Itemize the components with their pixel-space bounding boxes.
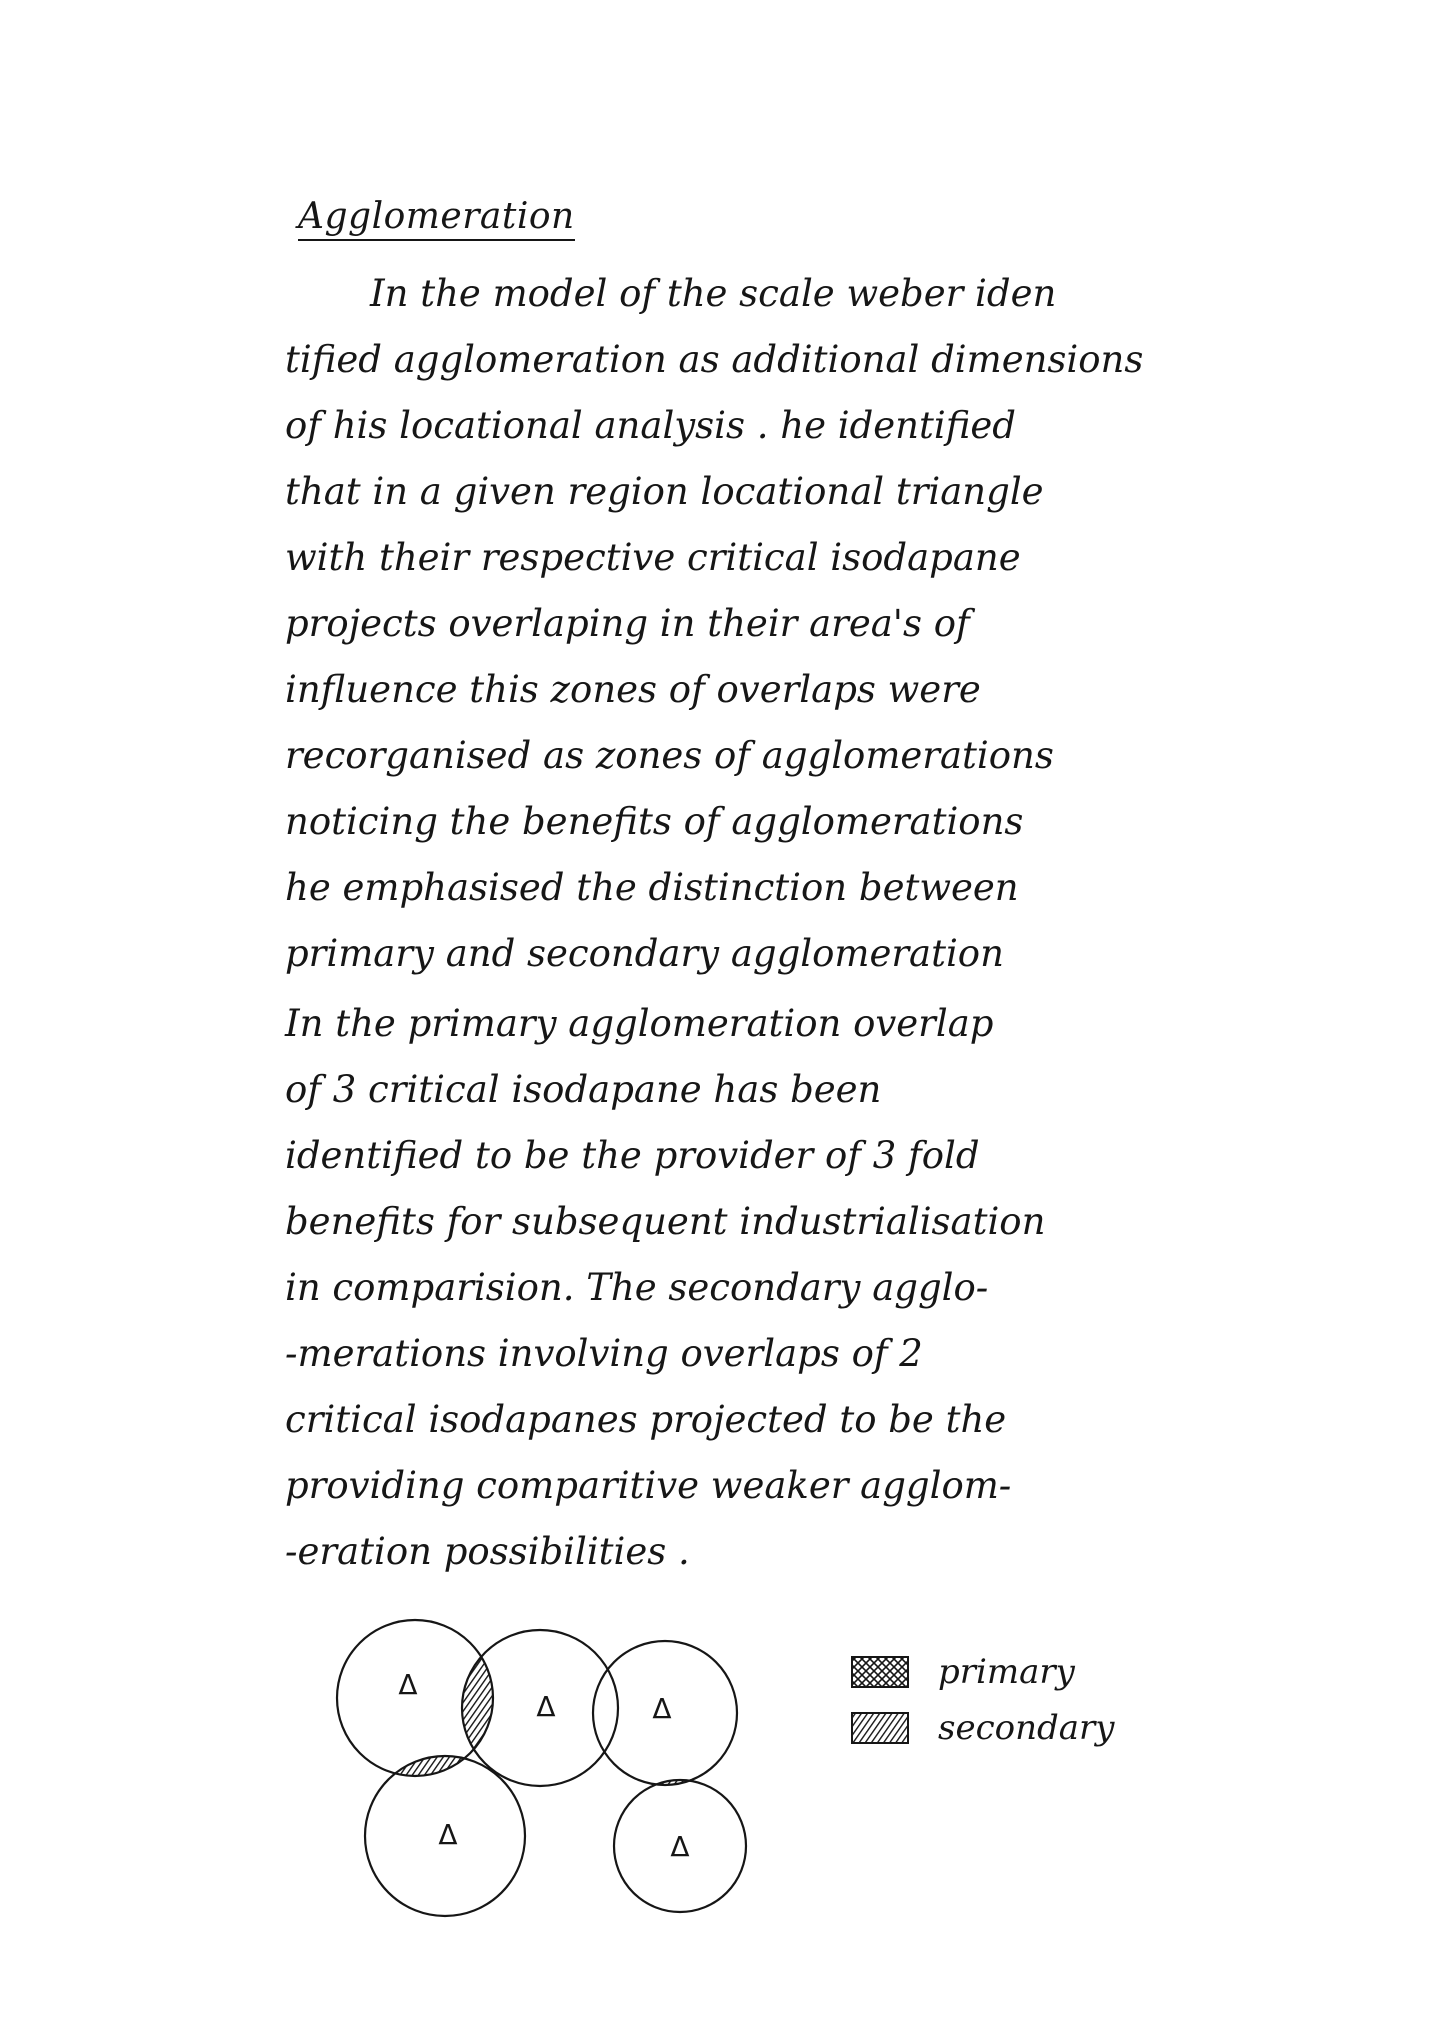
text-line-12: In the primary agglomeration overlap: [285, 1002, 994, 1045]
text-line-18: critical isodapanes projected to be the: [285, 1398, 1007, 1441]
secondary-swatch-icon: [850, 1711, 910, 1745]
legend-item-secondary: [850, 1706, 1114, 1750]
isodapane-overlap-diagram: [320, 1618, 790, 1938]
legend-item-primary: [850, 1650, 1075, 1694]
text-line-3: of his locational analysis . he identified: [285, 404, 1016, 447]
text-line-10: he emphasised the distinction between: [285, 866, 1019, 909]
primary-swatch-icon: [850, 1655, 910, 1689]
text-line-7: influence this zones of overlaps were: [285, 668, 981, 711]
text-line-5: with their respective critical isodapane: [285, 536, 1021, 579]
text-line-4: that in a given region locational triangle: [285, 470, 1044, 513]
diagram-legend: [850, 1650, 1170, 1770]
triangle-icon: Δ: [652, 1692, 672, 1725]
legend-label-primary: primary: [938, 1652, 1075, 1692]
triangle-icon: Δ: [536, 1690, 556, 1723]
text-line-15: benefits for subsequent industrialisation: [285, 1200, 1046, 1243]
text-line-19: providing comparitive weaker agglom-: [285, 1464, 1012, 1507]
text-line-14: identified to be the provider of 3 fold: [285, 1134, 980, 1177]
page-title: Agglomeration: [298, 196, 575, 241]
triangle-icon: Δ: [670, 1830, 690, 1863]
isodapane-circles: [337, 1620, 746, 1916]
text-line-9: noticing the benefits of agglomerations: [285, 800, 1024, 843]
legend-label-secondary: secondary: [938, 1708, 1115, 1748]
text-line-1: In the model of the scale weber iden: [370, 272, 1057, 315]
text-line-17: -merations involving overlaps of 2: [285, 1332, 923, 1375]
text-line-2: tified agglomeration as additional dimensions: [285, 338, 1144, 381]
text-line-6: projects overlaping in their area's of: [285, 602, 970, 645]
text-line-13: of 3 critical isodapane has been: [285, 1068, 882, 1111]
text-line-8: recorganised as zones of agglomerations: [285, 734, 1054, 777]
triangle-icon: Δ: [438, 1818, 458, 1851]
triangle-icon: Δ: [398, 1668, 418, 1701]
text-line-11: primary and secondary agglomeration: [285, 932, 1004, 975]
text-line-20: -eration possibilities .: [285, 1530, 690, 1573]
text-line-16: in comparision. The secondary agglo-: [285, 1266, 989, 1309]
